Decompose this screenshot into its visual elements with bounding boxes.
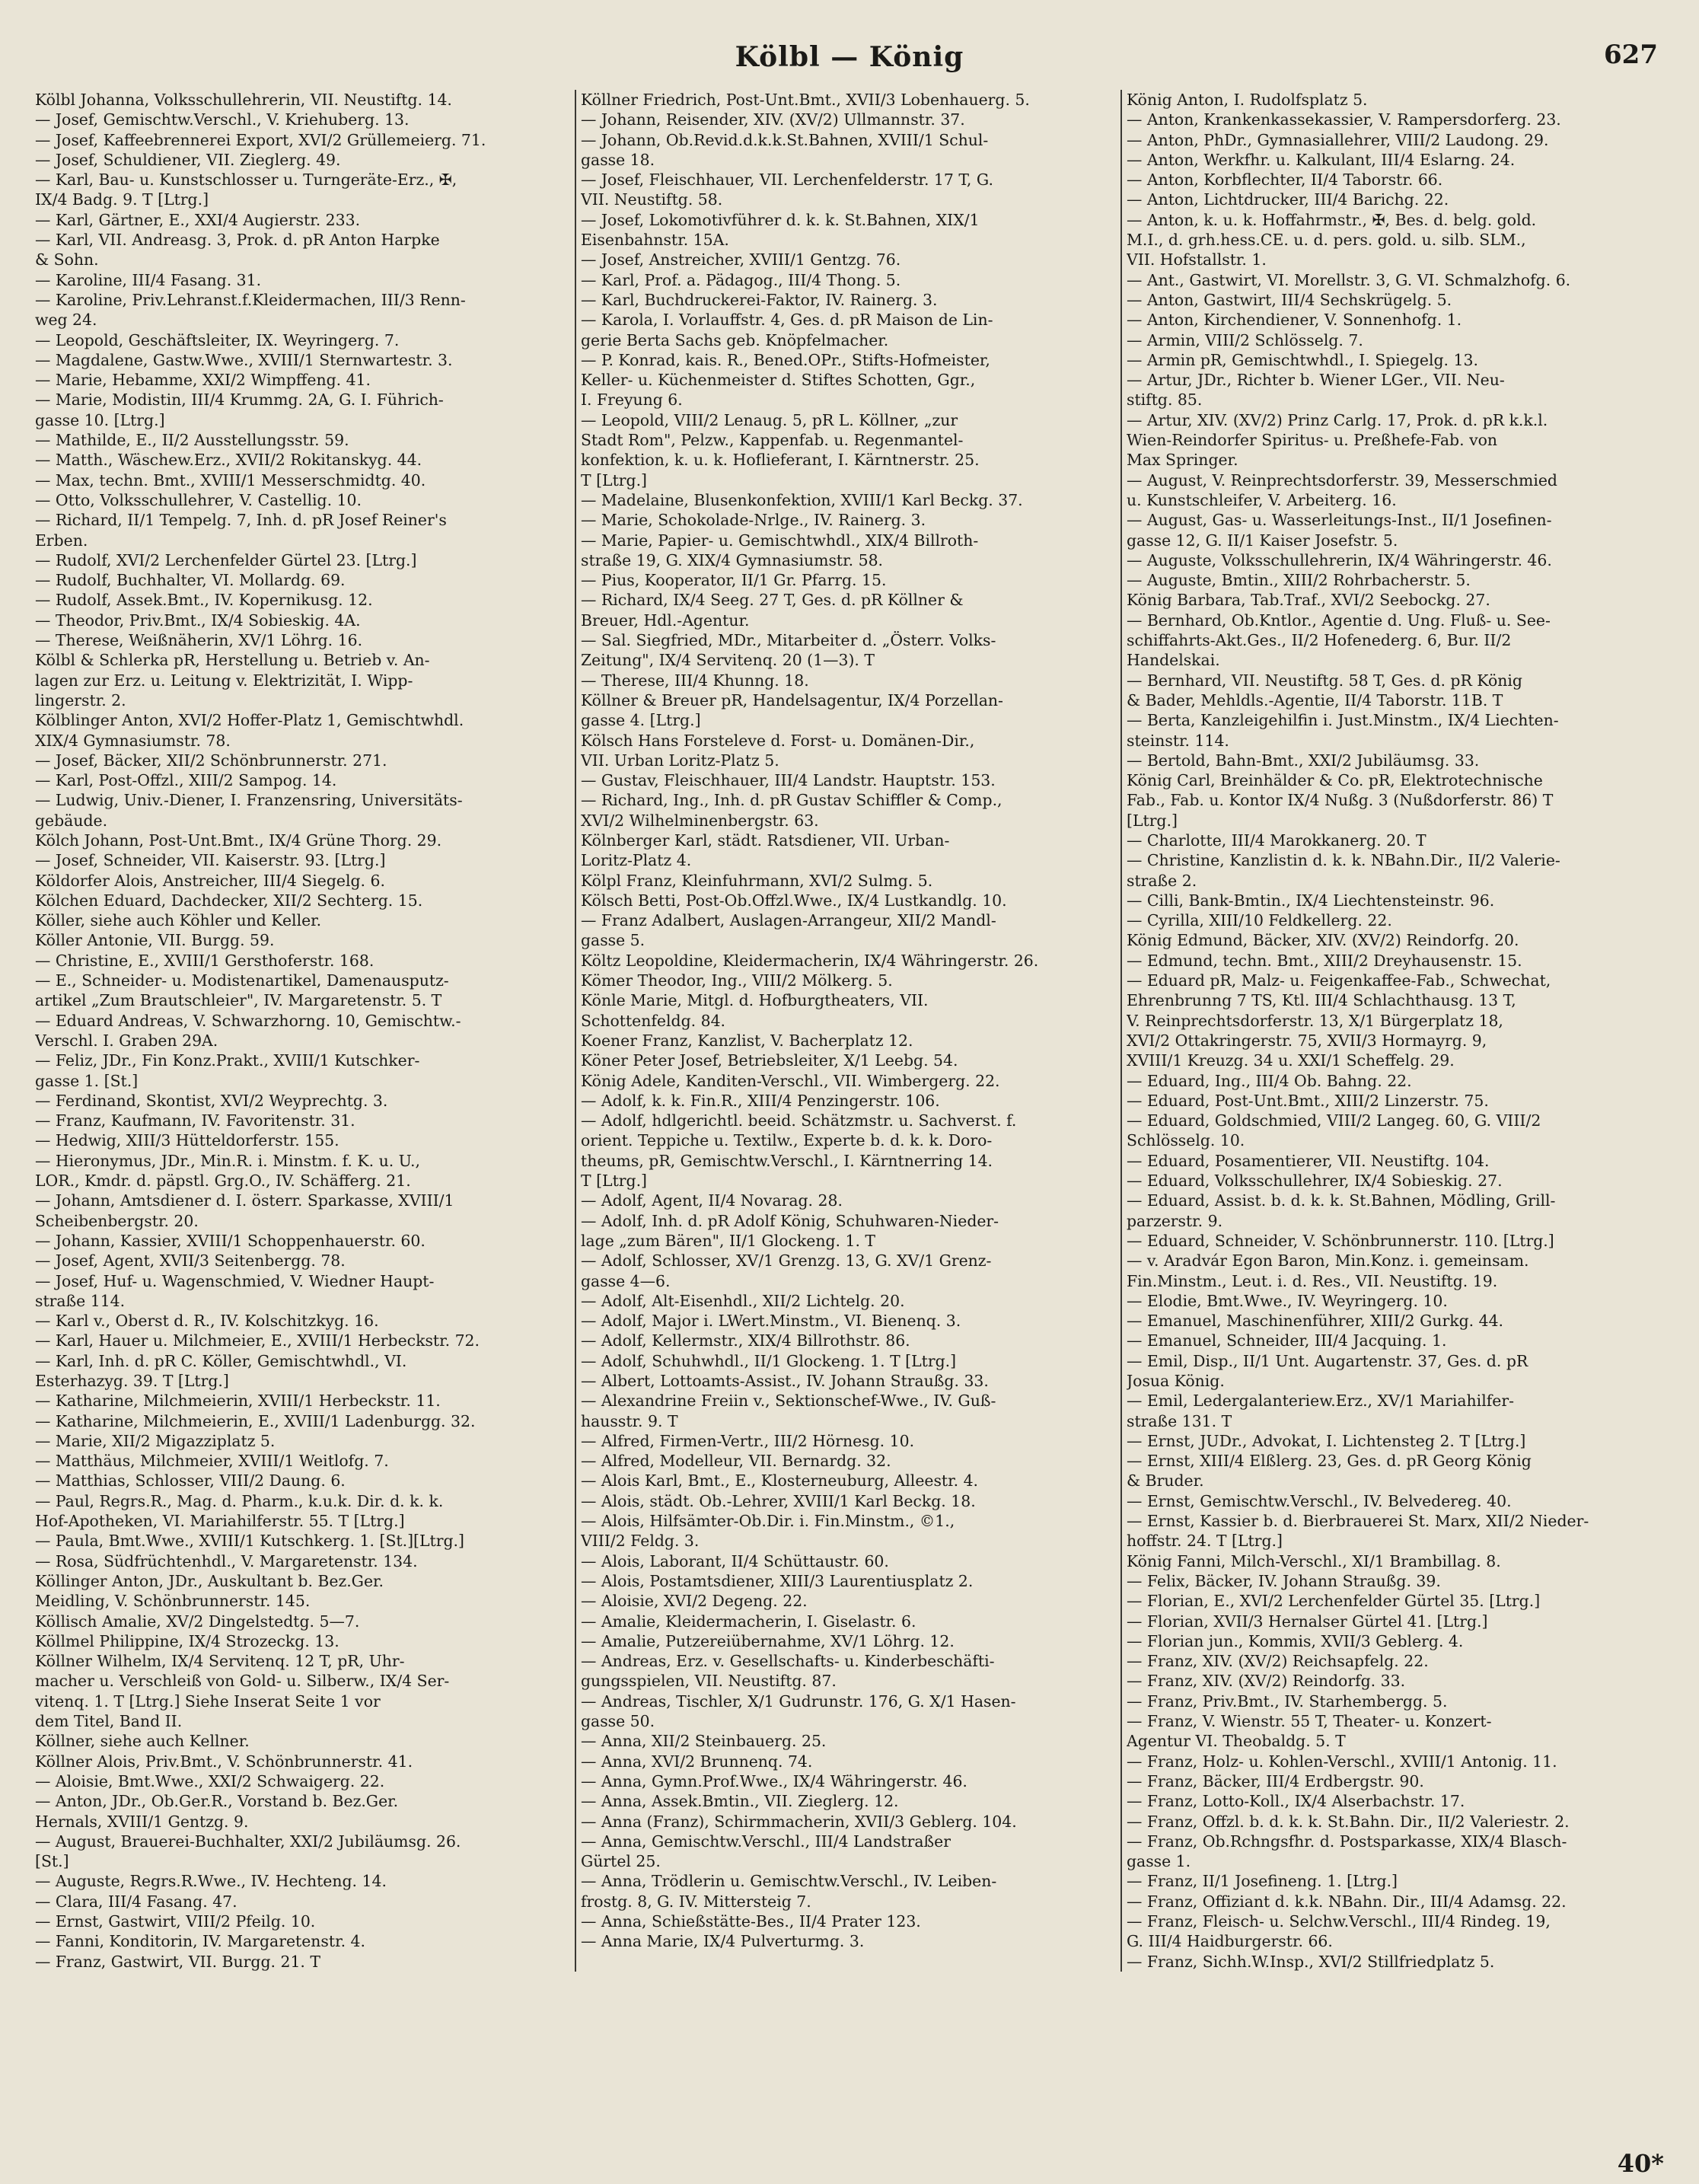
directory-entry: — Adolf, Alt-Eisenhdl., XII/2 Lichtelg. 20. xyxy=(581,1291,905,1310)
directory-entry: — Adolf, k. k. Fin.R., XIII/4 Penzingerstr. 106. xyxy=(581,1091,940,1110)
directory-entry: gasse 10. [Ltrg.] xyxy=(35,410,165,429)
directory-entry: — Alois, Hilfsämter-Ob.Dir. i. Fin.Minstm., ©1., xyxy=(581,1512,955,1531)
directory-entry: — Anna, Trödlerin u. Gemischtw.Verschl., IV. Leiben- xyxy=(581,1872,997,1891)
directory-entry: — Berta, Kanzleigehilfin i. Just.Minstm., IX/4 Liechten- xyxy=(1127,711,1559,730)
directory-entry: — Josef, Kaffeebrennerei Export, XVI/2 Grüllemeierg. 71. xyxy=(35,130,486,149)
directory-entry: — Karl v., Oberst d. R., IV. Kolschitzkyg. 16. xyxy=(35,1312,379,1331)
directory-entry: — Franz, XIV. (XV/2) Reindorfg. 33. xyxy=(1127,1672,1406,1691)
directory-entry: — Franz, Ob.Rchngsfhr. d. Postsparkasse, XIX/4 Blasch- xyxy=(1127,1832,1567,1851)
directory-entry: Kölnberger Karl, städt. Ratsdiener, VII. Urban- xyxy=(581,831,950,850)
directory-entry: — Andreas, Erz. v. Gesellschafts- u. Kinderbeschäfti- xyxy=(581,1652,995,1671)
directory-entry: Stadt Rom", Pelzw., Kappenfab. u. Regenmantel- xyxy=(581,431,964,450)
directory-entry: — Anton, Gastwirt, III/4 Sechskrügelg. 5. xyxy=(1127,290,1452,309)
directory-entry: König Anton, I. Rudolfsplatz 5. xyxy=(1127,91,1368,109)
directory-entry: — Matth., Wäschew.Erz., XVII/2 Rokitanskyg. 44. xyxy=(35,451,422,470)
directory-entry: XVI/2 Ottakringerstr. 75, XVII/3 Hormayrg. 9, xyxy=(1127,1031,1487,1050)
directory-entry: — Eduard, Volksschullehrer, IX/4 Sobieskig. 27. xyxy=(1127,1172,1503,1191)
directory-entry: — Clara, III/4 Fasang. 47. xyxy=(35,1892,237,1911)
column-middle xyxy=(576,90,1122,1972)
directory-entry: — Theodor, Priv.Bmt., IX/4 Sobieskig. 4A. xyxy=(35,611,361,630)
directory-entry: — Alfred, Firmen-Vertr., III/2 Hörnesg. 10. xyxy=(581,1431,915,1450)
directory-entry: — Florian, XVII/3 Hernalser Gürtel 41. [Ltrg.] xyxy=(1127,1612,1488,1631)
directory-entry: — Eduard, Goldschmied, VIII/2 Langeg. 60, G. VIII/2 xyxy=(1127,1111,1541,1130)
directory-entry: — Anna, Gymn.Prof.Wwe., IX/4 Währingerstr. 46. xyxy=(581,1771,967,1790)
directory-entry: — Anna, Assek.Bmtin., VII. Zieglerg. 12. xyxy=(581,1792,899,1811)
directory-entry: [St.] xyxy=(35,1852,69,1871)
directory-entry: — Karola, I. Vorlauffstr. 4, Ges. d. pR Maison de Lin- xyxy=(581,311,993,330)
directory-entry: hoffstr. 24. T [Ltrg.] xyxy=(1127,1532,1283,1551)
directory-entry: Keller- u. Küchenmeister d. Stiftes Schotten, Ggr., xyxy=(581,371,976,390)
directory-entry: — Anna, Schießstätte-Bes., II/4 Prater 123. xyxy=(581,1912,921,1931)
directory-entry: — Elodie, Bmt.Wwe., IV. Weyringerg. 10. xyxy=(1127,1291,1448,1310)
directory-entry: — Katharine, Milchmeierin, XVIII/1 Herbeckstr. 11. xyxy=(35,1392,441,1411)
directory-entry: — Artur, JDr., Richter b. Wiener LGer., VII. Neu- xyxy=(1127,371,1505,390)
directory-entry: — Franz Adalbert, Auslagen-Arrangeur, XII/2 Mandl- xyxy=(581,911,996,930)
directory-entry: & Sohn. xyxy=(35,250,99,269)
directory-entry: Kölblinger Anton, XVI/2 Hoffer-Platz 1, Gemischtwhdl. xyxy=(35,711,464,730)
directory-entry: gasse 4—6. xyxy=(581,1271,671,1290)
directory-entry: — Paula, Bmt.Wwe., XVIII/1 Kutschkerg. 1. [St.][Ltrg.] xyxy=(35,1532,464,1551)
directory-entry: — August, V. Reinprechtsdorferstr. 39, Messerschmied xyxy=(1127,470,1557,489)
directory-entry: König Carl, Breinhälder & Co. pR, Elektrotechnische xyxy=(1127,771,1543,790)
directory-entry: Köller, siehe auch Köhler und Keller. xyxy=(35,911,322,930)
directory-entry: — Felix, Bäcker, IV. Johann Straußg. 39. xyxy=(1127,1571,1441,1590)
directory-entry: Köllner, siehe auch Kellner. xyxy=(35,1732,250,1751)
directory-entry: XIX/4 Gymnasiumstr. 78. xyxy=(35,731,231,750)
directory-entry: — Ant., Gastwirt, VI. Morellstr. 3, G. VI. Schmalzhofg. 6. xyxy=(1127,270,1571,289)
directory-entry: LOR., Kmdr. d. päpstl. Grg.O., IV. Schäfferg. 21. xyxy=(35,1172,411,1191)
directory-entry: — Karoline, Priv.Lehranst.f.Kleidermachen, III/3 Renn- xyxy=(35,290,466,309)
directory-entry: — Franz, Fleisch- u. Selchw.Verschl., III/4 Rindeg. 19, xyxy=(1127,1912,1551,1931)
directory-entry: frostg. 8, G. IV. Mittersteig 7. xyxy=(581,1892,811,1911)
directory-entry: VII. Urban Loritz-Platz 5. xyxy=(581,751,779,770)
directory-entry: Verschl. I. Graben 29A. xyxy=(35,1031,218,1050)
directory-entry: — Marie, XII/2 Migazziplatz 5. xyxy=(35,1431,276,1450)
directory-entry: — Rudolf, XVI/2 Lerchenfelder Gürtel 23. [Ltrg.] xyxy=(35,550,417,569)
directory-entry: hausstr. 9. T xyxy=(581,1411,678,1430)
directory-entry: — Anton, Lichtdrucker, III/4 Barichg. 22. xyxy=(1127,190,1449,209)
column-right xyxy=(1122,90,1668,1972)
directory-entry: — Rosa, Südfrüchtenhdl., V. Margaretenstr. 134. xyxy=(35,1551,418,1570)
directory-entry: — Adolf, Major i. LWert.Minstm., VI. Bienenq. 3. xyxy=(581,1312,961,1331)
directory-entry: — Cilli, Bank-Bmtin., IX/4 Liechtensteinstr. 96. xyxy=(1127,891,1495,910)
directory-entry: — Ernst, Gemischtw.Verschl., IV. Belvedereg. 40. xyxy=(1127,1491,1512,1510)
page-number: 627 xyxy=(1604,40,1658,70)
directory-entry: — Karl, Gärtner, E., XXI/4 Augierstr. 233. xyxy=(35,210,361,229)
directory-entry: — Feliz, JDr., Fin Konz.Prakt., XVIII/1 Kutschker- xyxy=(35,1051,420,1070)
directory-entry: — Magdalene, Gastw.Wwe., XVIII/1 Sternwartestr. 3. xyxy=(35,350,453,369)
directory-entry: [Ltrg.] xyxy=(1127,811,1178,830)
directory-entry: — Alois, städt. Ob.-Lehrer, XVIII/1 Karl Beckg. 18. xyxy=(581,1491,976,1510)
directory-entry: gebäude. xyxy=(35,811,108,830)
directory-entry: — Karl, Bau- u. Kunstschlosser u. Turngeräte-Erz., ✠, xyxy=(35,171,457,190)
directory-entry: Esterhazyg. 39. T [Ltrg.] xyxy=(35,1372,229,1390)
directory-entry: — Aloisie, XVI/2 Degeng. 22. xyxy=(581,1592,808,1611)
directory-entry: — Mathilde, E., II/2 Ausstellungsstr. 59. xyxy=(35,431,349,450)
page-header xyxy=(30,37,1669,85)
directory-entry: — Rudolf, Buchhalter, VI. Mollardg. 69. xyxy=(35,571,346,590)
directory-entry: gungsspielen, VII. Neustiftg. 87. xyxy=(581,1672,837,1691)
directory-entry: — Anna Marie, IX/4 Pulverturmg. 3. xyxy=(581,1932,865,1951)
directory-entry: Scheibenbergstr. 20. xyxy=(35,1211,199,1230)
directory-entry: Köllner Friedrich, Post-Unt.Bmt., XVII/3 Lobenhauerg. 5. xyxy=(581,91,1030,109)
directory-entry: VIII/2 Feldg. 3. xyxy=(581,1532,700,1551)
directory-entry: straße 2. xyxy=(1127,871,1197,890)
directory-entry: Kölsch Hans Forsteleve d. Forst- u. Domänen-Dir., xyxy=(581,731,975,750)
directory-entry: — Josef, Schuldiener, VII. Zieglerg. 49. xyxy=(35,150,341,169)
directory-entry: Kölch Johann, Post-Unt.Bmt., IX/4 Grüne Thorg. 29. xyxy=(35,831,442,850)
directory-entry: u. Kunstschleifer, V. Arbeiterg. 16. xyxy=(1127,490,1397,509)
directory-entry: Kölbl & Schlerka pR, Herstellung u. Betrieb v. An- xyxy=(35,651,430,670)
directory-entry: — Anna, Gemischtw.Verschl., III/4 Landstraßer xyxy=(581,1832,951,1851)
directory-entry: König Edmund, Bäcker, XIV. (XV/2) Reindorfg. 20. xyxy=(1127,931,1519,950)
directory-entry: — Franz, Offzl. b. d. k. k. St.Bahn. Dir., II/2 Valeriestr. 2. xyxy=(1127,1812,1570,1831)
directory-entry: Fab., Fab. u. Kontor IX/4 Nußg. 3 (Nußdorferstr. 86) T xyxy=(1127,791,1554,810)
directory-entry: — Adolf, Schlosser, XV/1 Grenzg. 13, G. XV/1 Grenz- xyxy=(581,1251,992,1271)
directory-entry: — Karl, Inh. d. pR C. Köller, Gemischtwhdl., VI. xyxy=(35,1351,407,1370)
directory-entry: — Alois Karl, Bmt., E., Klosterneuburg, Alleestr. 4. xyxy=(581,1471,979,1491)
directory-entry: — Franz, Lotto-Koll., IX/4 Alserbachstr. 17. xyxy=(1127,1792,1465,1811)
directory-entry: I. Freyung 6. xyxy=(581,391,683,410)
directory-entry: Max Springer. xyxy=(1127,451,1238,470)
directory-entry: — Emanuel, Schneider, III/4 Jacquing. 1. xyxy=(1127,1331,1447,1350)
directory-entry: G. III/4 Haidburgerstr. 66. xyxy=(1127,1932,1333,1951)
directory-entry: — Eduard pR, Malz- u. Feigenkaffee-Fab., Schwechat, xyxy=(1127,971,1551,990)
directory-entry: — Marie, Papier- u. Gemischtwhdl., XIX/4 Billroth- xyxy=(581,531,979,550)
directory-entry: T [Ltrg.] xyxy=(581,470,648,489)
directory-entry: — Charlotte, III/4 Marokkanerg. 20. T xyxy=(1127,831,1426,850)
directory-entry: — Franz, Priv.Bmt., IV. Starhembergg. 5. xyxy=(1127,1691,1448,1711)
directory-entry: weg 24. xyxy=(35,311,97,330)
directory-entry: Hernals, XVIII/1 Gentzg. 9. xyxy=(35,1812,249,1831)
directory-entry: — Florian jun., Kommis, XVII/3 Geblerg. 4. xyxy=(1127,1631,1464,1650)
directory-entry: — Eduard, Posamentierer, VII. Neustiftg. 104. xyxy=(1127,1151,1490,1170)
directory-entry: — Anton, Werkfhr. u. Kalkulant, III/4 Eslarng. 24. xyxy=(1127,150,1516,169)
directory-entry: — Karl, Hauer u. Milchmeier, E., XVIII/1 Herbeckstr. 72. xyxy=(35,1331,480,1350)
directory-entry: — Josef, Agent, XVII/3 Seitenbergg. 78. xyxy=(35,1251,346,1271)
directory-entry: straße 19, G. XIX/4 Gymnasiumstr. 58. xyxy=(581,550,884,569)
directory-entry: — Madelaine, Blusenkonfektion, XVIII/1 Karl Beckg. 37. xyxy=(581,490,1023,509)
directory-entry: steinstr. 114. xyxy=(1127,731,1229,750)
directory-entry: — Auguste, Volksschullehrerin, IX/4 Währingerstr. 46. xyxy=(1127,550,1552,569)
directory-entry: — Adolf, Inh. d. pR Adolf König, Schuhwaren-Nieder- xyxy=(581,1211,999,1230)
directory-entry: — Adolf, Kellermstr., XIX/4 Billrothstr. 86. xyxy=(581,1331,910,1350)
directory-entry: — Adolf, Schuhwhdl., II/1 Glockeng. 1. T [Ltrg.] xyxy=(581,1351,957,1370)
directory-entry: — Therese, Weißnäherin, XV/1 Löhrg. 16. xyxy=(35,631,363,650)
directory-entry: gasse 18. xyxy=(581,150,655,169)
directory-entry: — Eduard, Assist. b. d. k. k. St.Bahnen, Mödling, Grill- xyxy=(1127,1191,1556,1210)
directory-entry: Ehrenbrunng 7 TS, Ktl. III/4 Schlachthausg. 13 T, xyxy=(1127,991,1516,1010)
directory-entry: — Karl, Buchdruckerei-Faktor, IV. Rainerg. 3. xyxy=(581,290,938,309)
directory-entry: — Emil, Ledergalanteriew.Erz., XV/1 Mariahilfer- xyxy=(1127,1392,1514,1411)
directory-entry: — Albert, Lottoamts-Assist., IV. Johann Straußg. 33. xyxy=(581,1372,989,1390)
directory-entry: — Franz, Gastwirt, VII. Burgg. 21. T xyxy=(35,1952,320,1971)
directory-entry: — v. Aradvár Egon Baron, Min.Konz. i. gemeinsam. xyxy=(1127,1251,1529,1271)
directory-entry: orient. Teppiche u. Textilw., Experte b. d. k. k. Doro- xyxy=(581,1131,993,1150)
directory-entry: Köller Antonie, VII. Burgg. 59. xyxy=(35,931,275,950)
directory-entry: — Therese, III/4 Khunng. 18. xyxy=(581,671,809,690)
directory-entry: — Hedwig, XIII/3 Hütteldorferstr. 155. xyxy=(35,1131,339,1150)
directory-entry: gasse 4. [Ltrg.] xyxy=(581,711,701,730)
directory-entry: Kölsch Betti, Post-Ob.Offzl.Wwe., IX/4 Lustkandlg. 10. xyxy=(581,891,1007,910)
directory-entry: straße 131. T xyxy=(1127,1411,1232,1430)
directory-entry: — Josef, Gemischtw.Verschl., V. Kriehuberg. 13. xyxy=(35,110,410,129)
directory-entry: — Ernst, JUDr., Advokat, I. Lichtensteg 2. T [Ltrg.] xyxy=(1127,1431,1526,1450)
directory-entry: — Aloisie, Bmt.Wwe., XXI/2 Schwaigerg. 22. xyxy=(35,1771,385,1790)
directory-entry: Köldorfer Alois, Anstreicher, III/4 Siegelg. 6. xyxy=(35,871,385,890)
directory-entry: König Fanni, Milch-Verschl., XI/1 Brambillag. 8. xyxy=(1127,1551,1501,1570)
directory-entry: macher u. Verschleiß von Gold- u. Silberw., IX/4 Ser- xyxy=(35,1672,450,1691)
directory-entry: — Ernst, Gastwirt, VIII/2 Pfeilg. 10. xyxy=(35,1912,316,1931)
directory-entry: — Franz, Sichh.W.Insp., XVI/2 Stillfriedplatz 5. xyxy=(1127,1952,1495,1971)
directory-entry: Köllner Alois, Priv.Bmt., V. Schönbrunnerstr. 41. xyxy=(35,1752,413,1771)
directory-entry: — Max, techn. Bmt., XVIII/1 Messerschmidtg. 40. xyxy=(35,470,426,489)
directory-entry: konfektion, k. u. k. Hoflieferant, I. Kärntnerstr. 25. xyxy=(581,451,980,470)
directory-entry: gerie Berta Sachs geb. Knöpfelmacher. xyxy=(581,330,889,349)
directory-entry: — Anton, JDr., Ob.Ger.R., Vorstand b. Bez.Ger. xyxy=(35,1792,399,1811)
directory-entry: — Emil, Disp., II/1 Unt. Augartenstr. 37, Ges. d. pR xyxy=(1127,1351,1528,1370)
directory-entry: — Amalie, Kleidermacherin, I. Giselastr. 6. xyxy=(581,1612,916,1631)
directory-entry: — Josef, Schneider, VII. Kaiserstr. 93. [Ltrg.] xyxy=(35,851,386,870)
directory-entry: — Gustav, Fleischhauer, III/4 Landstr. Hauptstr. 153. xyxy=(581,771,996,790)
directory-entry: lagen zur Erz. u. Leitung v. Elektrizität, I. Wipp- xyxy=(35,671,413,690)
directory-entry: — P. Konrad, kais. R., Bened.OPr., Stifts-Hofmeister, xyxy=(581,350,990,369)
directory-entry: — Franz, Offiziant d. k.k. NBahn. Dir., III/4 Adamsg. 22. xyxy=(1127,1892,1567,1911)
directory-entry: XVI/2 Wilhelminenbergstr. 63. xyxy=(581,811,819,830)
directory-entry: — Josef, Huf- u. Wagenschmied, V. Wiedner Haupt- xyxy=(35,1271,435,1290)
directory-entry: Kölbl Johanna, Volksschullehrerin, VII. Neustiftg. 14. xyxy=(35,91,452,109)
directory-entry: — Ernst, XIII/4 Elßlerg. 23, Ges. d. pR Georg König xyxy=(1127,1452,1532,1471)
directory-entry: Köllner Wilhelm, IX/4 Servitenq. 12 T, pR, Uhr- xyxy=(35,1652,405,1671)
directory-entry: parzerstr. 9. xyxy=(1127,1211,1223,1230)
directory-entry: — Rudolf, Assek.Bmt., IV. Kopernikusg. 12. xyxy=(35,591,373,610)
directory-entry: Loritz-Platz 4. xyxy=(581,851,692,870)
directory-entry: Wien-Reindorfer Spiritus- u. Preßhefe-Fab. von xyxy=(1127,431,1497,450)
directory-entry: — Emanuel, Maschinenführer, XIII/2 Gurkg. 44. xyxy=(1127,1312,1504,1331)
directory-entry: Schlösselg. 10. xyxy=(1127,1131,1245,1150)
directory-entry: — Armin pR, Gemischtwhdl., I. Spiegelg. 13. xyxy=(1127,350,1478,369)
directory-entry: — Anton, PhDr., Gymnasiallehrer, VIII/2 Laudong. 29. xyxy=(1127,130,1549,149)
directory-entry: & Bruder. xyxy=(1127,1471,1204,1491)
directory-entry: Koener Franz, Kanzlist, V. Bacherplatz 12. xyxy=(581,1031,913,1050)
directory-entry: — Eduard, Post-Unt.Bmt., XIII/2 Linzerstr. 75. xyxy=(1127,1091,1489,1110)
directory-entry: Handelskai. xyxy=(1127,651,1220,670)
directory-entry: — Edmund, techn. Bmt., XIII/2 Dreyhausenstr. 15. xyxy=(1127,951,1522,970)
directory-entry: XVIII/1 Kreuzg. 34 u. XXI/1 Scheffelg. 29. xyxy=(1127,1051,1455,1070)
directory-entry: Josua König. xyxy=(1127,1372,1225,1390)
directory-entry: theums, pR, Gemischtw.Verschl., I. Kärntnerring 14. xyxy=(581,1151,993,1170)
directory-entry: Köllisch Amalie, XV/2 Dingelstedtg. 5—7. xyxy=(35,1612,360,1631)
directory-entry: — Anton, k. u. k. Hoffahrmstr., ✠, Bes. d. belg. gold. xyxy=(1127,210,1537,229)
directory-entry: Erben. xyxy=(35,531,88,550)
directory-entry: — Anna, XII/2 Steinbauerg. 25. xyxy=(581,1732,827,1751)
directory-entry: lage „zum Bären", II/1 Glockeng. 1. T xyxy=(581,1231,876,1250)
directory-entry: — Ferdinand, Skontist, XVI/2 Weyprechtg. 3. xyxy=(35,1091,388,1110)
directory-entry: — Karl, Prof. a. Pädagog., III/4 Thong. 5. xyxy=(581,270,901,289)
directory-entry: — Anton, Krankenkassekassier, V. Rampersdorferg. 23. xyxy=(1127,110,1561,129)
directory-entry: — Leopold, VIII/2 Lenaug. 5, pR L. Köllner, „zur xyxy=(581,410,958,429)
directory-entry: — Karoline, III/4 Fasang. 31. xyxy=(35,270,262,289)
column-left xyxy=(30,90,576,1972)
directory-entry: — Bernhard, Ob.Kntlor., Agentie d. Ung. Fluß- u. See- xyxy=(1127,611,1551,630)
directory-entry: — Richard, IX/4 Seeg. 27 T, Ges. d. pR Köllner & xyxy=(581,591,964,610)
directory-entry: Kölpl Franz, Kleinfuhrmann, XVI/2 Sulmg. 5. xyxy=(581,871,933,890)
directory-entry: gasse 12, G. II/1 Kaiser Josefstr. 5. xyxy=(1127,531,1398,550)
directory-entry: König Barbara, Tab.Traf., XVI/2 Seebockg. 27. xyxy=(1127,591,1490,610)
directory-entry: Eisenbahnstr. 15A. xyxy=(581,231,729,250)
directory-entry: stiftg. 85. xyxy=(1127,391,1203,410)
directory-entry: Kölchen Eduard, Dachdecker, XII/2 Sechterg. 15. xyxy=(35,891,423,910)
directory-entry: — Cyrilla, XIII/10 Feldkellerg. 22. xyxy=(1127,911,1392,930)
directory-entry: — Eduard, Ing., III/4 Ob. Bahng. 22. xyxy=(1127,1071,1412,1090)
directory-entry: Köllinger Anton, JDr., Auskultant b. Bez.Ger. xyxy=(35,1571,384,1590)
signature-mark: 40* xyxy=(1617,2149,1664,2178)
directory-entry: Gürtel 25. xyxy=(581,1852,661,1871)
directory-entry: König Adele, Kanditen-Verschl., VII. Wimbergerg. 22. xyxy=(581,1071,1000,1090)
directory-entry: T [Ltrg.] xyxy=(581,1172,648,1191)
directory-entry: — Alois, Laborant, II/4 Schüttaustr. 60. xyxy=(581,1551,889,1570)
directory-entry: — Franz, V. Wienstr. 55 T, Theater- u. Konzert- xyxy=(1127,1712,1492,1731)
directory-entry: — Anna (Franz), Schirmmacherin, XVII/3 Geblerg. 104. xyxy=(581,1812,1017,1831)
directory-entry: — Bertold, Bahn-Bmt., XXI/2 Jubiläumsg. 33. xyxy=(1127,751,1480,770)
page-title: Kölbl — König xyxy=(735,41,964,73)
directory-entry: — Johann, Ob.Revid.d.k.k.St.Bahnen, XVIII/1 Schul- xyxy=(581,130,989,149)
directory-entry: — Anton, Kirchendiener, V. Sonnenhofg. 1. xyxy=(1127,311,1462,330)
directory-entry: — Otto, Volksschullehrer, V. Castellig. 10. xyxy=(35,490,362,509)
directory-entry: — Richard, II/1 Tempelg. 7, Inh. d. pR Josef Reiner's xyxy=(35,511,447,530)
directory-entry: — Christine, E., XVIII/1 Gersthoferstr. 168. xyxy=(35,951,375,970)
directory-entry: — Johann, Reisender, XIV. (XV/2) Ullmannstr. 37. xyxy=(581,110,965,129)
directory-entry: — Franz, Bäcker, III/4 Erdbergstr. 90. xyxy=(1127,1771,1424,1790)
directory-entry: V. Reinprechtsdorferstr. 13, X/1 Bürgerplatz 18, xyxy=(1127,1011,1503,1030)
directory-entry: Schottenfeldg. 84. xyxy=(581,1011,726,1030)
directory-entry: — Matthias, Schlosser, VIII/2 Daung. 6. xyxy=(35,1471,346,1491)
entry-columns xyxy=(30,90,1669,1972)
directory-entry: Breuer, Hdl.-Agentur. xyxy=(581,611,750,630)
directory-entry: — Richard, Ing., Inh. d. pR Gustav Schiffler & Comp., xyxy=(581,791,1003,810)
directory-entry: — Auguste, Regrs.R.Wwe., IV. Hechteng. 14. xyxy=(35,1872,387,1891)
directory-entry: — Leopold, Geschäftsleiter, IX. Weyringerg. 7. xyxy=(35,330,400,349)
directory-entry: — Franz, XIV. (XV/2) Reichsapfelg. 22. xyxy=(1127,1652,1429,1671)
directory-entry: — Marie, Modistin, III/4 Krummg. 2A, G. I. Führich- xyxy=(35,391,444,410)
directory-entry: Könle Marie, Mitgl. d. Hofburgtheaters, VII. xyxy=(581,991,929,1010)
directory-entry: — Alexandrine Freiin v., Sektionschef-Wwe., IV. Guß- xyxy=(581,1392,996,1411)
directory-entry: Köllmel Philippine, IX/4 Strozeckg. 13. xyxy=(35,1631,339,1650)
directory-entry: — Eduard Andreas, V. Schwarzhorng. 10, Gemischtw.- xyxy=(35,1011,461,1030)
directory-entry: — Anna, XVI/2 Brunnenq. 74. xyxy=(581,1752,813,1771)
directory-entry: artikel „Zum Brautschleier", IV. Margaretenstr. 5. T xyxy=(35,991,442,1010)
directory-entry: — Adolf, hdlgerichtl. beeid. Schätzmstr. u. Sachverst. f. xyxy=(581,1111,1017,1130)
directory-entry: — Matthäus, Milchmeier, XVIII/1 Weitlofg. 7. xyxy=(35,1452,389,1471)
directory-entry: — Paul, Regrs.R., Mag. d. Pharm., k.u.k. Dir. d. k. k. xyxy=(35,1491,444,1510)
directory-entry: — Andreas, Tischler, X/1 Gudrunstr. 176, G. X/1 Hasen- xyxy=(581,1691,1016,1711)
directory-entry: Költz Leopoldine, Kleidermacherin, IX/4 Währingerstr. 26. xyxy=(581,951,1039,970)
directory-entry: — Alois, Postamtsdiener, XIII/3 Laurentiusplatz 2. xyxy=(581,1571,974,1590)
directory-entry: & Bader, Mehldls.-Agentie, II/4 Taborstr. 11B. T xyxy=(1127,690,1503,709)
directory-entry: — Josef, Bäcker, XII/2 Schönbrunnerstr. 271. xyxy=(35,751,387,770)
directory-entry: — Alfred, Modelleur, VII. Bernardg. 32. xyxy=(581,1452,891,1471)
directory-entry: — Josef, Anstreicher, XVIII/1 Gentzg. 76. xyxy=(581,250,901,269)
directory-entry: — Pius, Kooperator, II/1 Gr. Pfarrg. 15. xyxy=(581,571,887,590)
directory-entry: — Eduard, Schneider, V. Schönbrunnerstr. 110. [Ltrg.] xyxy=(1127,1231,1554,1250)
directory-entry: — Marie, Hebamme, XXI/2 Wimpffeng. 41. xyxy=(35,371,371,390)
directory-entry: Agentur VI. Theobaldg. 5. T xyxy=(1127,1732,1346,1751)
directory-entry: gasse 1. xyxy=(1127,1852,1191,1871)
directory-entry: straße 114. xyxy=(35,1291,126,1310)
directory-entry: Meidling, V. Schönbrunnerstr. 145. xyxy=(35,1592,311,1611)
directory-entry: IX/4 Badg. 9. T [Ltrg.] xyxy=(35,190,209,209)
directory-entry: — Adolf, Agent, II/4 Novarag. 28. xyxy=(581,1191,843,1210)
directory-entry: — Christine, Kanzlistin d. k. k. NBahn.Dir., II/2 Valerie- xyxy=(1127,851,1560,870)
directory-entry: Köner Peter Josef, Betriebsleiter, X/1 Leebg. 54. xyxy=(581,1051,958,1070)
directory-entry: — Amalie, Putzereiübernahme, XV/1 Löhrg. 12. xyxy=(581,1631,955,1650)
directory-entry: — Armin, VIII/2 Schlösselg. 7. xyxy=(1127,330,1363,349)
directory-entry: VII. Neustiftg. 58. xyxy=(581,190,723,209)
directory-entry: — Bernhard, VII. Neustiftg. 58 T, Ges. d. pR König xyxy=(1127,671,1522,690)
directory-entry: — Anton, Korbflechter, II/4 Taborstr. 66. xyxy=(1127,171,1443,190)
directory-entry: — Franz, Holz- u. Kohlen-Verschl., XVIII/1 Antonig. 11. xyxy=(1127,1752,1557,1771)
directory-entry: — Franz, II/1 Josefineng. 1. [Ltrg.] xyxy=(1127,1872,1398,1891)
directory-entry: — Katharine, Milchmeierin, E., XVIII/1 Ladenburgg. 32. xyxy=(35,1411,476,1430)
directory-entry: dem Titel, Band II. xyxy=(35,1712,183,1731)
directory-entry: M.I., d. grh.hess.CE. u. d. pers. gold. u. silb. SLM., xyxy=(1127,231,1526,250)
directory-entry: Zeitung", IX/4 Servitenq. 20 (1—3). T xyxy=(581,651,875,670)
directory-entry: — Karl, Post-Offzl., XIII/2 Sampog. 14. xyxy=(35,771,337,790)
directory-entry: Hof-Apotheken, VI. Mariahilferstr. 55. T [Ltrg.] xyxy=(35,1512,405,1531)
directory-entry: — Marie, Schokolade-Nrlge., IV. Rainerg. 3. xyxy=(581,511,926,530)
directory-entry: Kömer Theodor, Ing., VIII/2 Mölkerg. 5. xyxy=(581,971,893,990)
directory-entry: gasse 5. xyxy=(581,931,645,950)
directory-entry: — Karl, VII. Andreasg. 3, Prok. d. pR Anton Harpke xyxy=(35,231,440,250)
directory-entry: gasse 1. [St.] xyxy=(35,1071,139,1090)
directory-entry: gasse 50. xyxy=(581,1712,655,1731)
directory-entry: — Sal. Siegfried, MDr., Mitarbeiter d. „Österr. Volks- xyxy=(581,631,996,650)
directory-entry: — August, Brauerei-Buchhalter, XXI/2 Jubiläumsg. 26. xyxy=(35,1832,461,1851)
directory-entry: lingerstr. 2. xyxy=(35,690,126,709)
directory-entry: — Ernst, Kassier b. d. Bierbrauerei St. Marx, XII/2 Nieder- xyxy=(1127,1512,1589,1531)
directory-entry: — Franz, Kaufmann, IV. Favoritenstr. 31. xyxy=(35,1111,355,1130)
directory-entry: — Josef, Lokomotivführer d. k. k. St.Bahnen, XIX/1 xyxy=(581,210,980,229)
directory-entry: — Johann, Kassier, XVIII/1 Schoppenhauerstr. 60. xyxy=(35,1231,426,1250)
directory-entry: VII. Hofstallstr. 1. xyxy=(1127,250,1267,269)
directory-entry: — Josef, Fleischhauer, VII. Lerchenfelderstr. 17 T, G. xyxy=(581,171,993,190)
directory-entry: — Hieronymus, JDr., Min.R. i. Minstm. f. K. u. U., xyxy=(35,1151,420,1170)
directory-entry: — Artur, XIV. (XV/2) Prinz Carlg. 17, Prok. d. pR k.k.l. xyxy=(1127,410,1548,429)
directory-entry: vitenq. 1. T [Ltrg.] Siehe Inserat Seite 1 vor xyxy=(35,1691,381,1711)
directory-entry: — E., Schneider- u. Modistenartikel, Damenausputz- xyxy=(35,971,449,990)
directory-entry: — Auguste, Bmtin., XIII/2 Rohrbacherstr. 5. xyxy=(1127,571,1471,590)
directory-entry: — Ludwig, Univ.-Diener, I. Franzensring, Universitäts- xyxy=(35,791,463,810)
directory-entry: — Florian, E., XVI/2 Lerchenfelder Gürtel 35. [Ltrg.] xyxy=(1127,1592,1541,1611)
directory-entry: Fin.Minstm., Leut. i. d. Res., VII. Neustiftg. 19. xyxy=(1127,1271,1498,1290)
directory-entry: — August, Gas- u. Wasserleitungs-Inst., II/1 Josefinen- xyxy=(1127,511,1552,530)
directory-entry: Köllner & Breuer pR, Handelsagentur, IX/4 Porzellan- xyxy=(581,690,1003,709)
directory-entry: — Johann, Amtsdiener d. I. österr. Sparkasse, XVIII/1 xyxy=(35,1191,454,1210)
directory-entry: — Fanni, Konditorin, IV. Margaretenstr. 4. xyxy=(35,1932,366,1951)
directory-entry: schiffahrts-Akt.Ges., II/2 Hofenederg. 6, Bur. II/2 xyxy=(1127,631,1512,650)
